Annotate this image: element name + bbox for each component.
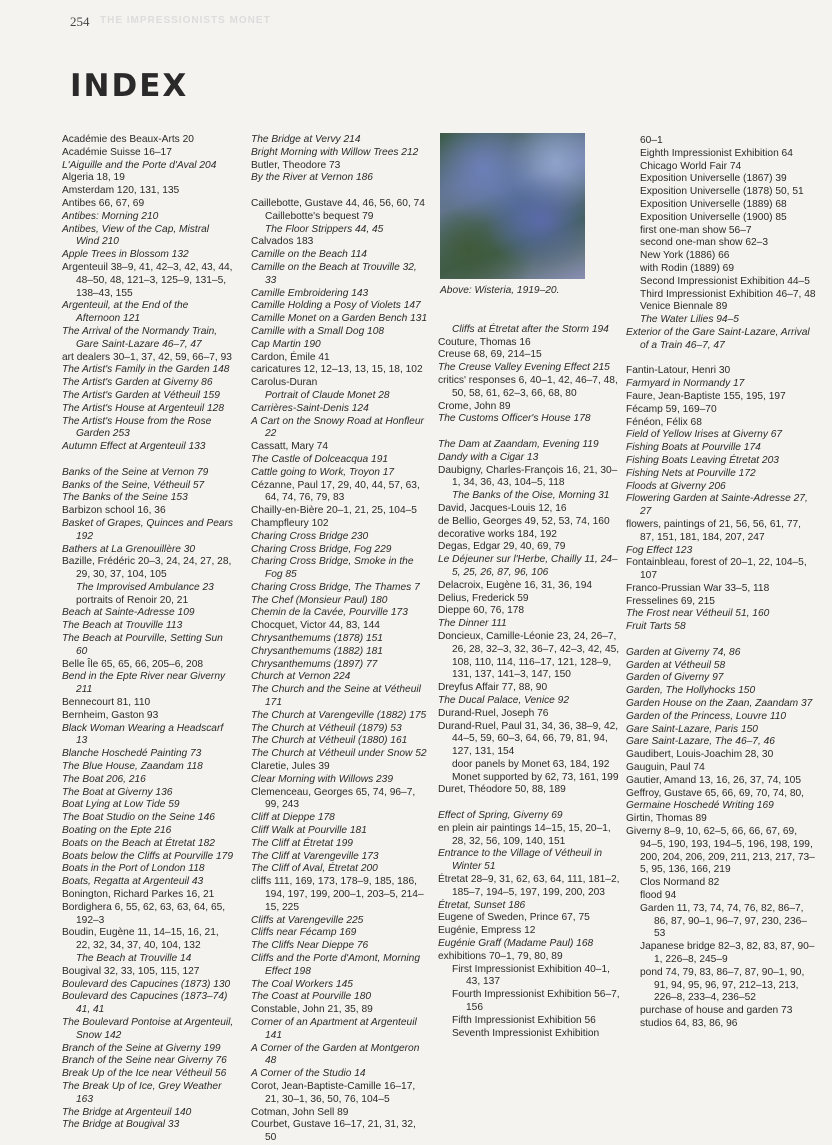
index-entry: Caillebotte, Gustave 44, 46, 56, 60, 74: [251, 197, 425, 209]
index-entry: Fantin-Latour, Henri 30: [626, 365, 731, 377]
index-entry: art dealers 30–1, 37, 42, 59, 66–7, 93: [62, 351, 232, 363]
index-entry: Cardon, Émile 41: [251, 351, 330, 363]
index-subentry: with Rodin (1889) 69: [640, 262, 735, 274]
index-entry: Bordighera 6, 55, 62, 63, 63, 64, 65, 192–3: [62, 901, 226, 926]
index-entry: Argenteuil 38–9, 41, 42–3, 42, 43, 44, 48–50, 48, 121–3, 125–9, 131–5, 138–43, 155: [62, 261, 233, 299]
index-subentry: studios 64, 83, 86, 96: [640, 1017, 738, 1029]
index-entry: Constable, John 21, 35, 89: [251, 1004, 373, 1016]
index-entry: Boulevard des Capucines (1873) 130: [62, 978, 231, 990]
section-gap: [438, 426, 624, 439]
index-entry: Branch of the Seine near Giverny 76: [62, 1055, 227, 1067]
index-entry: The Coal Workers 145: [251, 978, 353, 990]
index-entry: The Castle of Dolceacqua 191: [251, 453, 389, 465]
index-entry: Camille Holding a Posy of Violets 147: [251, 300, 421, 312]
index-entry: Charing Cross Bridge, Fog 229: [251, 543, 392, 555]
index-entry: The Frost near Vétheuil 51, 160: [626, 608, 770, 620]
index-entry: The Dinner 111: [438, 618, 507, 630]
index-entry: Calvados 183: [251, 236, 314, 248]
index-entry: Giverny 8–9, 10, 62–5, 66, 66, 67, 69, 94–5, 190, 193, 194–5, 196, 198, 199, 200, 204, 206, 209, 211, 213, 217, 73–5, 95, 136, 166, 219: [626, 826, 815, 876]
index-entry: Boat Lying at Low Tide 59: [62, 799, 180, 811]
index-subentry: Clos Normand 82: [640, 877, 720, 889]
index-entry: Cattle going to Work, Troyon 17: [251, 466, 395, 478]
index-entry: Banks of the Seine, Vétheuil 57: [62, 479, 205, 491]
index-column-2: [251, 134, 429, 1145]
index-entry: Beach at Sainte-Adresse 109: [62, 607, 195, 619]
index-entry: Black Woman Wearing a Headscarf 13: [62, 722, 224, 747]
index-entry: en plein air paintings 14–15, 15, 20–1, 28, 32, 56, 109, 140, 151: [438, 822, 611, 847]
index-subentry: Chicago World Fair 74: [640, 160, 742, 172]
index-entry: Gauguin, Paul 74: [626, 762, 705, 774]
index-entry: The Church and the Seine at Vétheuil 171: [251, 684, 421, 709]
index-entry: Dandy with a Cigar 13: [438, 451, 539, 463]
index-subentry: Exposition Universelle (1889) 68: [640, 198, 787, 210]
index-entry: Fontainbleau, forest of 20–1, 22, 104–5, 107: [626, 557, 807, 582]
index-entry: L'Aiguille and the Porte d'Aval 204: [62, 159, 217, 171]
index-subentry: The Water Lilies 94–5: [640, 314, 739, 326]
index-entry: The Church at Vétheuil (1879) 53: [251, 722, 402, 734]
index-entry: Fécamp 59, 169–70: [626, 403, 717, 415]
index-entry: Belle Île 65, 65, 66, 205–6, 208: [62, 658, 204, 670]
index-entry: The Dam at Zaandam, Evening 119: [438, 438, 599, 450]
index-entry: Break Up of the Ice near Vétheuil 56: [62, 1068, 227, 1080]
index-entry: The Beach at Pourville, Setting Sun 60: [62, 633, 223, 657]
index-entry: Exterior of the Gare Saint-Lazare, Arrival of a Train 46–7, 47: [626, 326, 810, 351]
index-entry: Clemenceau, Georges 65, 74, 96–7, 99, 243: [251, 786, 416, 811]
index-subentry: Exposition Universelle (1878) 50, 51: [640, 186, 804, 198]
index-column-4: [626, 135, 816, 1031]
index-entry: Cliff Walk at Pourville 181: [251, 825, 367, 837]
index-entry: Fruit Tarts 58: [626, 621, 686, 633]
index-entry: Camille with a Small Dog 108: [251, 325, 385, 337]
page-number: 254: [70, 14, 90, 29]
index-entry: David, Jacques-Louis 12, 16: [438, 502, 567, 514]
index-entry: Geffroy, Gustave 65, 66, 69, 70, 74, 80,: [626, 787, 805, 799]
index-entry: Charing Cross Bridge 230: [251, 530, 369, 542]
index-entry: Garden at Vétheuil 58: [626, 659, 726, 671]
index-subentry: Eighth Impressionist Exhibition 64: [640, 147, 793, 159]
index-entry: Charing Cross Bridge, Smoke in the Fog 85: [251, 556, 414, 581]
index-entry: Couture, Thomas 16: [438, 336, 531, 348]
index-entry: Cézanne, Paul 17, 29, 40, 44, 57, 63, 64, 74, 76, 79, 83: [251, 479, 420, 504]
index-subentry: 60–1: [640, 135, 663, 146]
index-entry: By the River at Vernon 186: [251, 172, 373, 184]
index-entry: A Corner of the Studio 14: [251, 1068, 366, 1080]
index-subentry: The Improvised Ambulance 23: [76, 581, 214, 593]
index-subentry: Fourth Impressionist Exhibition 56–7, 156: [452, 989, 620, 1014]
index-entry: Boats below the Cliffs at Pourville 179: [62, 850, 234, 862]
index-entry: Germaine Hoschedé Writing 169: [626, 800, 774, 812]
index-entry: Barbizon school 16, 36: [62, 505, 166, 517]
index-entry: Cotman, John Sell 89: [251, 1106, 349, 1118]
index-subentry: Caillebotte's bequest 79: [265, 210, 374, 222]
index-entry: Entrance to the Village of Vétheuil in Winter 51: [438, 848, 603, 873]
index-entry: Algeria 18, 19: [62, 172, 125, 184]
index-subentry: door panels by Monet 63, 184, 192: [452, 758, 610, 770]
index-entry: A Cart on the Snowy Road at Honfleur 22: [251, 415, 424, 440]
index-entry: The Artist's Family in the Garden 148: [62, 364, 230, 376]
index-entry: Boating on the Epte 216: [62, 825, 172, 837]
index-entry: The Artist's Garden at Vétheuil 159: [62, 389, 220, 401]
index-subentry: flood 94: [640, 890, 677, 902]
index-entry: Dreyfus Affair 77, 88, 90: [438, 682, 548, 694]
index-entry: Durand-Ruel, Joseph 76: [438, 707, 549, 719]
index-entry: Antibes 66, 67, 69: [62, 197, 145, 209]
index-entry: Crome, John 89: [438, 400, 511, 412]
index-entry: Claretie, Jules 39: [251, 761, 330, 773]
index-subentry: pond 74, 79, 83, 86–7, 87, 90–1, 90, 91, 94, 95, 96, 97, 212–13, 213, 226–8, 233–4, 236–52: [640, 966, 805, 1004]
index-entry: Étretat, Sunset 186: [438, 899, 526, 911]
index-entry: Bernheim, Gaston 93: [62, 709, 159, 721]
index-entry: Bathers at La Grenouillère 30: [62, 543, 196, 555]
index-entry: Degas, Edgar 29, 40, 69, 79: [438, 541, 566, 553]
index-entry: The Artist's House at Argenteuil 128: [62, 402, 225, 414]
index-entry: Apple Trees in Blossom 132: [62, 249, 189, 261]
index-entry: The Artist's Garden at Giverny 86: [62, 377, 213, 389]
index-entry: Bonington, Richard Parkes 16, 21: [62, 889, 215, 901]
index-subentry: The Floor Strippers 44, 45: [265, 223, 384, 235]
index-entry: Gare Saint-Lazare, Paris 150: [626, 723, 758, 735]
index-entry: The Cliff of Aval, Étretat 200: [251, 863, 378, 875]
index-entry: The Church at Varengeville (1882) 175: [251, 709, 427, 721]
index-subentry: Exposition Universelle (1867) 39: [640, 173, 787, 185]
index-entry: Flowering Garden at Sainte-Adresse 27, 27: [626, 493, 808, 518]
index-entry: The Bridge at Bougival 33: [62, 1119, 180, 1131]
index-entry: Floods at Giverny 206: [626, 480, 726, 492]
index-entry: Camille Monet on a Garden Bench 131: [251, 313, 428, 325]
index-entry: Fishing Boats Leaving Étretat 203: [626, 454, 779, 466]
index-column-1: [62, 134, 234, 1132]
index-entry: Boats, Regatta at Argenteuil 43: [62, 876, 204, 888]
index-subentry: Third Impressionist Exhibition 46–7, 48: [640, 288, 816, 300]
index-entry: Doncieux, Camille-Léonie 23, 24, 26–7, 26, 28, 32–3, 32, 36–7, 42–3, 42, 45, 108, 110, 114, 116–17, 121, 128–9, 131, 137, 141–3, 147, 150: [438, 630, 620, 681]
index-entry: Cap Martin 190: [251, 338, 321, 350]
index-entry: Franco-Prussian War 33–5, 118: [626, 582, 770, 594]
index-entry: Cliffs at Varengeville 225: [251, 914, 364, 926]
index-entry: Delius, Frederick 59: [438, 592, 529, 604]
index-entry: Basket of Grapes, Quinces and Pears 192: [62, 517, 234, 542]
index-entry: The Boulevard Pontoise at Argenteuil, Snow 142: [62, 1016, 234, 1041]
index-entry: Field of Yellow Irises at Giverny 67: [626, 429, 783, 441]
section-gap: [626, 634, 816, 647]
index-entry: Fénéon, Félix 68: [626, 416, 702, 428]
index-entry: Cliffs near Fécamp 169: [251, 927, 357, 939]
index-entry: Dieppe 60, 76, 178: [438, 605, 525, 617]
index-entry: Carrières-Saint-Denis 124: [251, 402, 369, 414]
index-entry: The Church at Vétheuil (1880) 161: [251, 735, 408, 747]
index-entry: The Banks of the Seine 153: [62, 492, 188, 504]
index-subentry: portraits of Renoir 20, 21: [76, 594, 189, 606]
section-gap: [251, 185, 429, 198]
index-entry: Banks of the Seine at Vernon 79: [62, 466, 209, 478]
index-entry: Charing Cross Bridge, The Thames 7: [251, 581, 420, 593]
index-entry: The Creuse Valley Evening Effect 215: [438, 362, 610, 374]
index-subentry: Fifth Impressionist Exhibition 56: [452, 1014, 596, 1026]
index-entry: Camille Embroidering 143: [251, 287, 369, 299]
index-entry: flowers, paintings of 21, 56, 56, 61, 77, 87, 151, 181, 184, 207, 247: [626, 518, 801, 543]
index-entry: Bright Morning with Willow Trees 212: [251, 146, 419, 158]
index-entry: Corner of an Apartment at Argenteuil 141: [251, 1016, 417, 1041]
index-subentry: Garden 11, 73, 74, 74, 76, 82, 86–7, 86, 87, 90–1, 96–7, 97, 230, 236–53: [640, 902, 807, 940]
index-entry: Delacroix, Eugène 16, 31, 36, 194: [438, 579, 593, 591]
index-entry: Gautier, Amand 13, 16, 26, 37, 74, 105: [626, 774, 802, 786]
index-entry: Garden of the Princess, Louvre 110: [626, 710, 787, 722]
index-subentry: New York (1886) 66: [640, 250, 730, 262]
index-subentry: The Banks of the Oise, Morning 31: [452, 490, 610, 502]
index-entry: Daubigny, Charles-François 16, 21, 30–1, 34, 36, 43, 104–5, 118: [438, 464, 618, 489]
index-entry: The Chef (Monsieur Paul) 180: [251, 594, 388, 606]
index-entry: cliffs 111, 169, 173, 178–9, 185, 186, 194, 197, 199, 200–1, 203–5, 214–15, 225: [251, 876, 424, 913]
index-subentry: Exposition Universelle (1900) 85: [640, 211, 787, 223]
index-entry: The Ducal Palace, Venice 92: [438, 694, 570, 706]
index-entry: Bend in the Epte River near Giverny 211: [62, 671, 226, 696]
section-gap: [438, 797, 624, 810]
index-column-3: [438, 133, 624, 1040]
index-entry: Courbet, Gustave 16–17, 21, 31, 32, 50: [251, 1119, 416, 1144]
index-entry: Chailly-en-Bière 20–1, 21, 25, 104–5: [251, 505, 417, 517]
index-entry: Clear Morning with Willows 239: [251, 773, 394, 785]
index-entry: Garden of Giverny 97: [626, 672, 724, 684]
section-gap: [626, 353, 816, 366]
index-entry: The Boat Studio on the Seine 146: [62, 812, 215, 824]
index-entry: Chrysanthemums (1897) 77: [251, 658, 378, 670]
running-head: THE IMPRESSIONISTS MONET: [100, 15, 271, 26]
section-gap: [62, 454, 234, 467]
index-entry: The Break Up of Ice, Grey Weather 163: [62, 1080, 222, 1105]
index-entry: The Coast at Pourville 180: [251, 991, 372, 1003]
index-entry: exhibitions 70–1, 79, 80, 89: [438, 950, 563, 962]
index-subentry: Second Impressionist Exhibition 44–5: [640, 275, 810, 287]
index-entry: The Arrival of the Normandy Train, Gare Saint-Lazare 46–7, 47: [62, 325, 218, 350]
index-entry: Fishing Nets at Pourville 172: [626, 467, 756, 479]
index-entry: Le Déjeuner sur l'Herbe, Chailly 11, 24–5, 25, 26, 87, 96, 106: [438, 554, 618, 578]
index-entry: Carolus-Duran: [251, 377, 318, 389]
index-entry: A Corner of the Garden at Montgeron 48: [251, 1042, 420, 1067]
index-entry: Eugénie, Empress 12: [438, 925, 536, 937]
index-entry: The Cliff at Varengeville 173: [251, 850, 379, 862]
index-entry: The Boat at Giverny 136: [62, 786, 173, 798]
index-subentry: first one-man show 56–7: [640, 224, 752, 236]
index-entry: Blanche Hoschedé Painting 73: [62, 748, 202, 760]
index-entry: Effect of Spring, Giverny 69: [438, 810, 563, 822]
index-entry: Bennecourt 81, 110: [62, 697, 151, 709]
index-entry: Amsterdam 120, 131, 135: [62, 185, 180, 197]
index-entry: The Customs Officer's House 178: [438, 413, 591, 425]
index-entry: The Cliff at Étretat 199: [251, 837, 353, 849]
index-entry: Gare Saint-Lazare, The 46–7, 46: [626, 736, 775, 748]
index-entry: Gaudibert, Louis-Joachim 28, 30: [626, 749, 774, 761]
index-entry: caricatures 12, 12–13, 13, 15, 18, 102: [251, 364, 423, 376]
index-entry: Antibes: Morning 210: [62, 210, 159, 222]
index-entry: Bazille, Frédéric 20–3, 24, 24, 27, 28, 29, 30, 37, 104, 105: [62, 556, 232, 581]
index-entry: Corot, Jean-Baptiste-Camille 16–17, 21, 30–1, 36, 50, 76, 104–5: [251, 1080, 416, 1105]
index-entry: Étretat 28–9, 31, 62, 63, 64, 111, 181–2, 185–7, 194–5, 197, 199, 200, 203: [438, 874, 620, 898]
index-subentry: The Beach at Trouville 14: [76, 953, 192, 964]
index-entry: Butler, Theodore 73: [251, 159, 341, 171]
page-title: INDEX: [70, 68, 189, 104]
index-entry: The Beach at Trouville 113: [62, 620, 183, 632]
index-entry: Boulevard des Capucines (1873–74) 41, 41: [62, 991, 228, 1016]
index-entry: critics' responses 6, 40–1, 42, 46–7, 48, 50, 58, 61, 62–3, 66, 68, 80: [438, 374, 618, 399]
index-entry: Duret, Théodore 50, 88, 189: [438, 784, 566, 796]
index-entry: de Bellio, Georges 49, 52, 53, 74, 160: [438, 515, 610, 527]
index-entry: Argenteuil, at the End of the Afternoon 121: [62, 300, 189, 325]
index-subentry: Japanese bridge 82–3, 82, 83, 87, 90–1, 226–8, 245–9: [640, 941, 815, 965]
index-entry: The Boat 206, 216: [62, 773, 146, 785]
index-entry: Chemin de la Cavée, Pourville 173: [251, 607, 408, 619]
index-entry: decorative works 184, 192: [438, 528, 557, 540]
index-entry: Fishing Boats at Pourville 174: [626, 442, 761, 454]
index-entry: Fog Effect 123: [626, 544, 693, 556]
index-entry: Boats on the Beach at Étretat 182: [62, 837, 215, 849]
index-entry: Cliffs and the Porte d'Amont, Morning Effect 198: [251, 953, 420, 977]
index-entry: The Church at Vétheuil under Snow 52: [251, 748, 427, 760]
index-entry: Camille on the Beach 114: [251, 249, 367, 261]
index-entry: The Bridge at Argenteuil 140: [62, 1106, 192, 1118]
index-subentry: Monet supported by 62, 73, 161, 199: [452, 771, 619, 783]
index-subentry: Seventh Impressionist Exhibition: [452, 1027, 600, 1039]
index-entry: Eugene of Sweden, Prince 67, 75: [438, 912, 590, 924]
index-subentry: Portrait of Claude Monet 28: [265, 389, 390, 401]
index-entry: The Bridge at Vervy 214: [251, 134, 361, 145]
index-entry: Champfleury 102: [251, 517, 329, 529]
index-entry: Camille on the Beach at Trouville 32, 33: [251, 261, 417, 286]
wisteria-painting-image: [440, 133, 585, 279]
index-entry: Church at Vernon 224: [251, 671, 351, 683]
index-subentry: second one-man show 62–3: [640, 237, 768, 249]
index-entry: Eugénie Graff (Madame Paul) 168: [438, 938, 594, 950]
index-subentry: Venice Biennale 89: [640, 301, 728, 313]
index-entry: Cliff at Dieppe 178: [251, 812, 335, 824]
index-entry: The Blue House, Zaandam 118: [62, 761, 203, 773]
index-entry: Cassatt, Mary 74: [251, 441, 328, 453]
index-entry: Antibes, View of the Cap, Mistral Wind 210: [62, 223, 210, 248]
index-entry: Durand-Ruel, Paul 31, 34, 36, 38–9, 42, 44–5, 59, 60–3, 64, 66, 79, 81, 94, 127, 131, 154: [438, 720, 619, 758]
index-entry: Académie Suisse 16–17: [62, 146, 172, 158]
index-entry: Farmyard in Normandy 17: [626, 378, 745, 390]
index-entry: Creuse 68, 69, 214–15: [438, 349, 542, 361]
index-entry: Fresselines 69, 215: [626, 595, 715, 607]
index-entry: The Artist's House from the Rose Garden 253: [62, 415, 212, 440]
index-subentry: First Impressionist Exhibition 40–1, 43, 137: [452, 963, 610, 988]
index-entry: Garden at Giverny 74, 86: [626, 646, 741, 658]
index-entry: Chocquet, Victor 44, 83, 144: [251, 620, 380, 632]
image-caption: Above: Wisteria, 1919–20.: [440, 285, 560, 296]
index-entry: Bougival 32, 33, 105, 115, 127: [62, 965, 200, 977]
index-entry: Garden House on the Zaan, Zaandam 37: [626, 698, 813, 710]
index-subentry: Cliffs at Étretat after the Storm 194: [452, 323, 609, 335]
index-entry: Boudin, Eugène 11, 14–15, 16, 21, 22, 32, 34, 37, 40, 104, 132: [62, 927, 219, 952]
index-entry: Girtin, Thomas 89: [626, 813, 707, 825]
index-entry: Faure, Jean-Baptiste 155, 195, 197: [626, 390, 786, 402]
index-entry: The Cliffs Near Dieppe 76: [251, 940, 369, 952]
index-entry: Garden, The Hollyhocks 150: [626, 685, 756, 697]
index-entry: Académie des Beaux-Arts 20: [62, 134, 194, 145]
index-entry: Chrysanthemums (1878) 151: [251, 633, 383, 645]
index-entry: Chrysanthemums (1882) 181: [251, 645, 383, 657]
index-subentry: purchase of house and garden 73: [640, 1005, 793, 1017]
index-entry: Branch of the Seine at Giverny 199: [62, 1042, 221, 1054]
index-entry: Boats in the Port of London 118: [62, 863, 205, 875]
index-entry: Autumn Effect at Argenteuil 133: [62, 441, 206, 453]
